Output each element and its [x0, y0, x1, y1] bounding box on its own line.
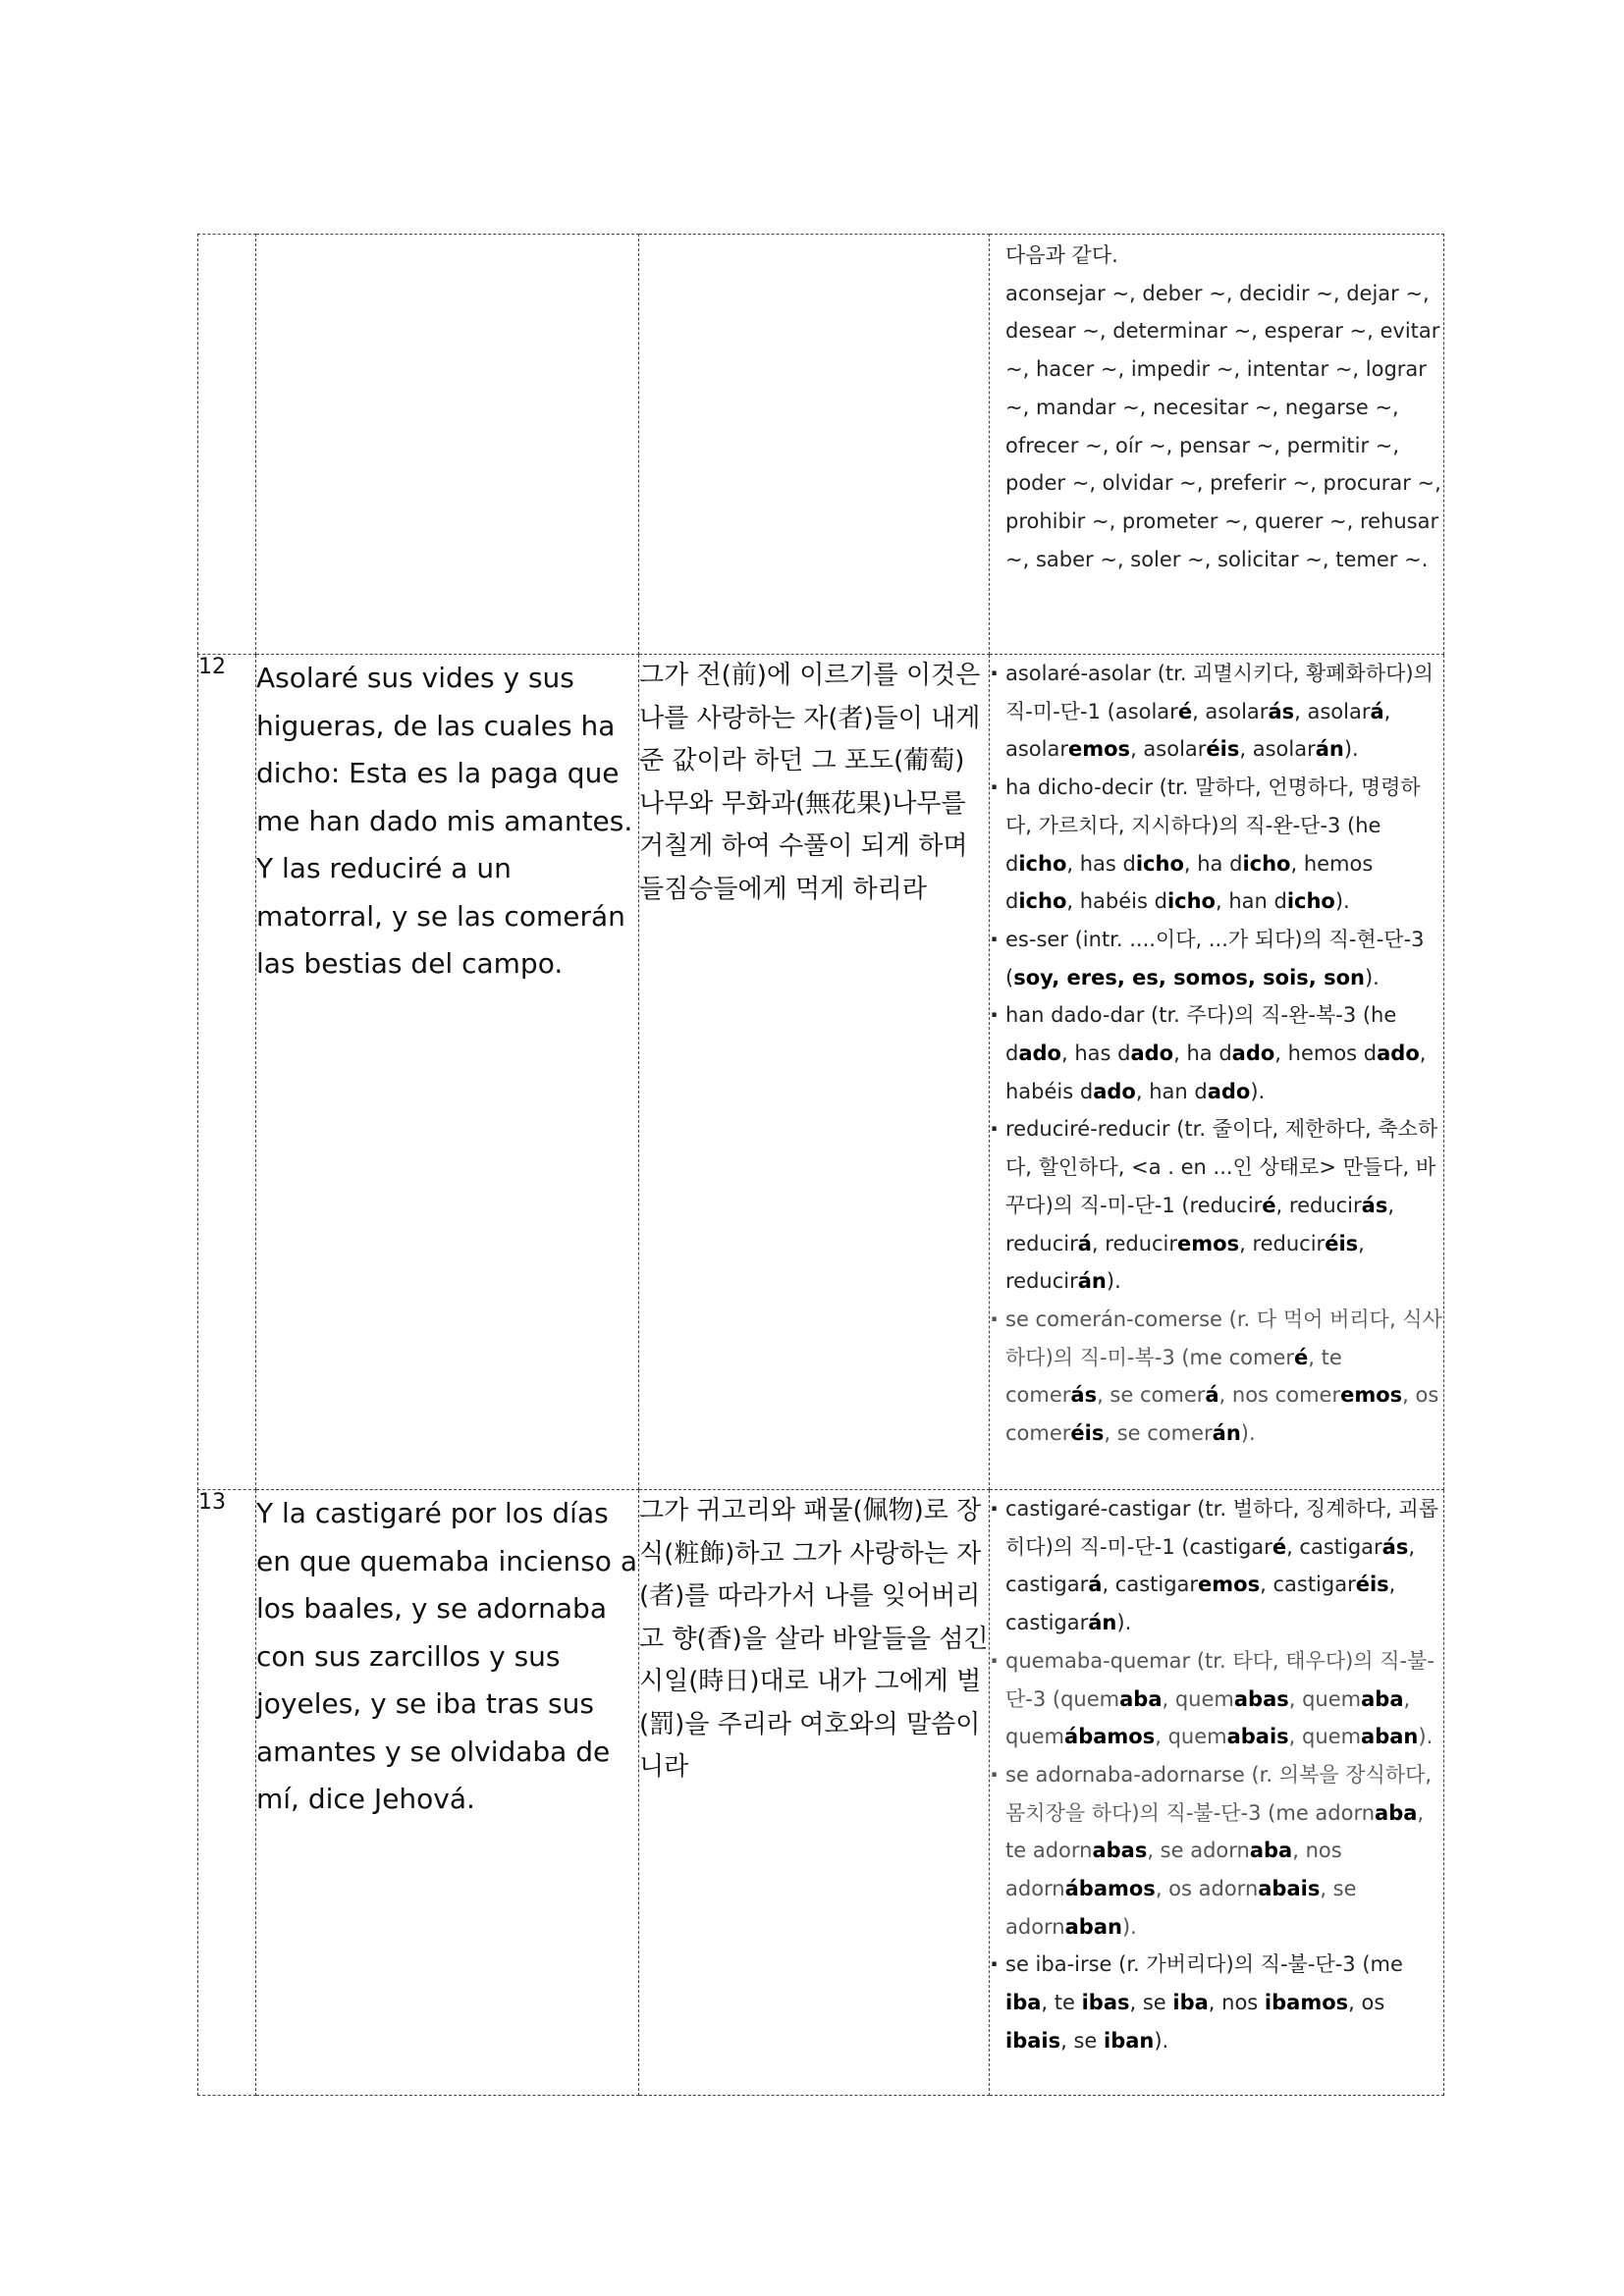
grammar-notes	[990, 655, 1444, 1490]
verb-ending: icho	[1018, 889, 1067, 914]
verb-ending: án	[1315, 737, 1344, 762]
verb-ending: icho	[1135, 851, 1184, 876]
verb-ending: é	[1294, 1345, 1309, 1369]
verb-ending: aba	[1249, 1839, 1293, 1863]
verb-ending: aba	[1119, 1686, 1163, 1711]
lexicon-table	[197, 234, 1444, 2096]
verb-ending: ás	[1381, 1534, 1409, 1559]
verb-ending: ás	[1361, 1193, 1388, 1217]
grammar-entry: . ha dicho-decir (tr. 말하다, 언명하다, 명령하다, 가르치다, 지시하다)의 직-완-단-3 (he dicho, has dicho, ha dicho, hemos dicho, habéis dicho, han dicho).	[990, 769, 1443, 921]
verb-ending: éis	[1070, 1421, 1105, 1446]
verb-ending: ado	[1207, 1079, 1251, 1103]
verb-ending: aba	[1375, 1800, 1418, 1825]
spanish-text	[256, 235, 639, 655]
verb-ending: abas	[1233, 1686, 1289, 1711]
verb-ending: á	[1205, 1383, 1219, 1408]
verb-ending: ado	[1018, 1041, 1061, 1066]
grammar-notes	[990, 235, 1444, 655]
verb-ending: iban	[1104, 2028, 1155, 2053]
verb-ending: iba	[1005, 1991, 1042, 2015]
verb-ending: soy, eres, es, somos, sois, son	[1013, 965, 1365, 989]
table-row	[198, 235, 1444, 655]
verb-ending: ado	[1093, 1079, 1136, 1103]
verb-ending: ás	[1070, 1383, 1098, 1408]
verb-ending: ado	[1377, 1041, 1420, 1066]
verb-ending: emos	[1340, 1383, 1403, 1408]
verb-ending: icho	[1242, 851, 1291, 876]
verb-ending: icho	[1018, 851, 1067, 876]
verse-number: 12	[198, 655, 256, 1490]
grammar-entry: . es-ser (intr. ....이다, ...가 되다)의 직-현-단-3 (soy, eres, es, somos, sois, son).	[990, 921, 1443, 996]
grammar-entry: . reduciré-reducir (tr. 줄이다, 제한하다, 축소하다, 할인하다, <a . en ...인 상태로> 만들다, 바꾸다)의 직-미-단-1 (reduciré, reducirás, reducirá, reduciremos, reduciréis, reducirán).	[990, 1110, 1443, 1301]
grammar-entry: . asolaré-asolar (tr. 괴멸시키다, 황폐화하다)의 직-미-단-1 (asolaré, asolarás, asolará, asolaremos, asolaréis, asolarán).	[990, 655, 1443, 769]
verb-ending: ado	[1231, 1041, 1275, 1066]
verb-ending: ibais	[1005, 2028, 1061, 2053]
verb-ending: éis	[1355, 1573, 1389, 1597]
verb-ending: é	[1262, 1193, 1276, 1217]
table-row	[198, 655, 1444, 1490]
verb-ending: abais	[1258, 1877, 1321, 1901]
verb-ending: ábamos	[1064, 1725, 1156, 1749]
verb-ending: ás	[1268, 699, 1295, 723]
verb-ending: aban	[1361, 1725, 1419, 1749]
table-row	[198, 1490, 1444, 2096]
verb-ending: abais	[1226, 1725, 1289, 1749]
grammar-notes	[990, 1490, 1444, 2096]
verb-ending: án	[1077, 1269, 1107, 1294]
verb-ending: emos	[1177, 1231, 1240, 1255]
korean-text	[639, 235, 990, 655]
verb-ending: án	[1088, 1611, 1117, 1635]
grammar-entry: . castigaré-castigar (tr. 벌하다, 징계하다, 괴롭히다)의 직-미-단-1 (castigaré, castigarás, castigará, castigaremos, castigaréis, castigarán).	[990, 1490, 1443, 1642]
verb-ending: á	[1088, 1573, 1103, 1597]
grammar-entry: aconsejar ~, deber ~, decidir ~, dejar ~, desear ~, determinar ~, esperar ~, evitar ~, hacer ~, impedir ~, intentar ~, lograr ~, mandar ~, necesitar ~, negarse ~, ofrecer ~, oír ~, pensar ~, permitir ~, poder ~, olvidar ~, preferir ~, procurar ~, prohibir ~, prometer ~, querer ~, rehusar ~, saber ~, soler ~, solicitar ~, temer ~.	[1005, 281, 1441, 571]
verb-ending: ibas	[1081, 1991, 1130, 2015]
grammar-entry: . quemaba-quemar (tr. 타다, 태우다)의 직-불-단-3 (quemaba, quemabas, quemaba, quemábamos, quemabais, quemaban).	[990, 1642, 1443, 1756]
verb-ending: é	[1177, 699, 1193, 723]
verb-ending: ado	[1130, 1041, 1174, 1066]
grammar-entry: . se adornaba-adornarse (r. 의복을 장식하다, 몸치장을 하다)의 직-불-단-3 (me adornaba, te adornabas, se adornaba, nos adornábamos, os adornabais, se adornaban).	[990, 1756, 1443, 1947]
grammar-entry: . se iba-irse (r. 가버리다)의 직-불-단-3 (me iba, te ibas, se iba, nos ibamos, os ibais, se iban).	[990, 1946, 1443, 2059]
verb-ending: á	[1077, 1231, 1092, 1255]
verb-ending: éis	[1206, 737, 1240, 762]
verb-ending: ibamos	[1264, 1991, 1349, 2015]
spanish-text: Asolaré sus vides y sus higueras, de las cuales ha dicho: Esta es la paga que me han dado mis amantes. Y las reduciré a un matorral, y se las comerán las bestias del campo.	[256, 655, 639, 1490]
verse-number	[198, 235, 256, 655]
verb-ending: emos	[1198, 1573, 1261, 1597]
verb-ending: á	[1370, 699, 1384, 723]
verb-ending: abas	[1092, 1839, 1148, 1863]
verb-ending: emos	[1068, 737, 1131, 762]
korean-text: 그가 귀고리와 패물(佩物)로 장식(粧飾)하고 그가 사랑하는 자(者)를 따라가서 나를 잊어버리고 향(香)을 살라 바알들을 섬긴 시일(時日)대로 내가 그에게 벌(罰)을 주리라 여호와의 말씀이니라	[639, 1490, 990, 2096]
verb-ending: icho	[1166, 889, 1216, 914]
verse-number: 13	[198, 1490, 256, 2096]
verb-ending: iba	[1172, 1991, 1209, 2015]
verb-ending: éis	[1325, 1231, 1359, 1255]
verb-ending: é	[1272, 1534, 1287, 1559]
verb-ending: aban	[1064, 1914, 1122, 1939]
grammar-entry: . han dado-dar (tr. 주다)의 직-완-복-3 (he dado, has dado, ha dado, hemos dado, habéis dado, han dado).	[990, 996, 1443, 1110]
grammar-entry: . se comerán-comerse (r. 다 먹어 버리다, 식사하다)의 직-미-복-3 (me comeré, te comerás, se comerá, nos comeremos, os comeréis, se comerán).	[990, 1301, 1443, 1453]
verb-ending: icho	[1286, 889, 1335, 914]
verb-ending: aba	[1361, 1686, 1404, 1711]
grammar-entry: 다음과 같다.	[1005, 243, 1118, 267]
korean-text: 그가 전(前)에 이르기를 이것은 나를 사랑하는 자(者)들이 내게 준 값이라 하던 그 포도(葡萄)나무와 무화과(無花果)나무를 거칠게 하여 수풀이 되게 하며 들짐승들에게 먹게 하리라	[639, 655, 990, 1490]
spanish-text: Y la castigaré por los días en que quemaba incienso a los baales, y se adornaba con sus zarcillos y sus joyeles, y se iba tras sus amantes y se olvidaba de mí, dice Jehová.	[256, 1490, 639, 2096]
verb-ending: ábamos	[1064, 1877, 1156, 1901]
verb-ending: án	[1212, 1421, 1241, 1446]
